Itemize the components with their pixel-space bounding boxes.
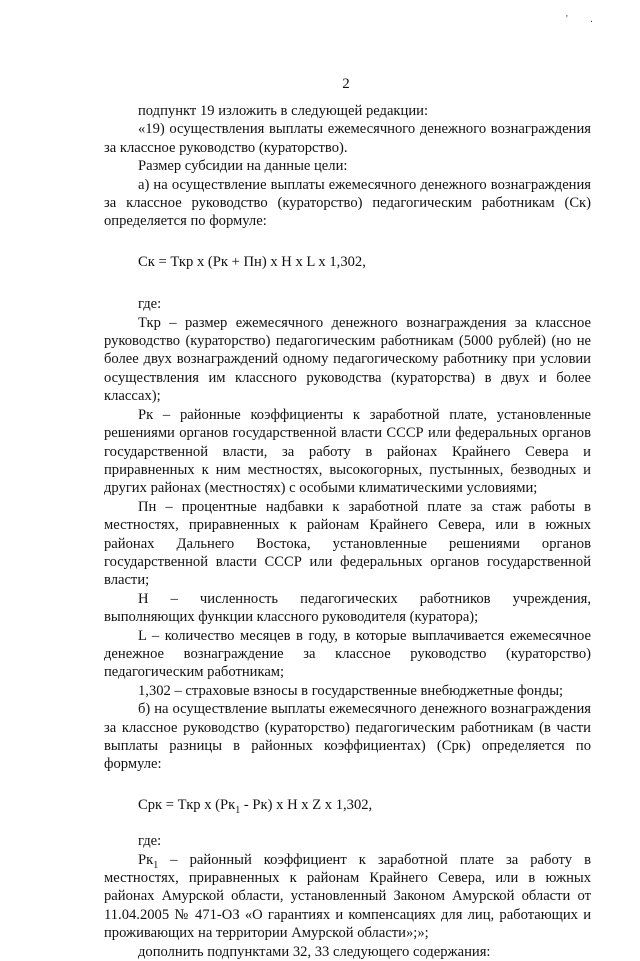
paragraph-intro: подпункт 19 изложить в следующей редакции:	[138, 103, 429, 119]
definition-pn: Пн – процентные надбавки к заработной плате за стаж работы в местностях, приравненных к районам Крайнего Севера, или в южных районах Дальнего Востока, установленные решениями органов государственной власти СССР или федеральных органов государственной власти;	[104, 498, 591, 589]
formula-srk	[138, 796, 591, 814]
definition-rk1	[104, 851, 591, 943]
definition-rk1-text: – районный коэффициент к заработной плате за работу в местностях, приравненных к районам Крайнего Севера, или в южных районах Амурской области, установленный Законом Амурской области от 11.04.2005 № 471-ОЗ «О гарантиях и компенсациях для лиц, работающих и проживающих на территории Амурской области»;»;	[104, 851, 591, 942]
formula-srk-subscript: 1	[235, 804, 241, 816]
paragraph-final: дополнить подпунктами 32, 33 следующего содержания:	[138, 943, 491, 960]
paragraph-a: а) на осуществление выплаты ежемесячного денежного вознаграждения за классное руководство (кураторство) педагогическим работникам (Ск) определяется по формуле:	[104, 176, 591, 230]
definition-tkr: Ткр – размер ежемесячного денежного вознаграждения за классное руководство (кураторство) педагогическим работникам (5000 рублей) (но не более двух вознаграждений одному педагогическому работнику при условии осуществления им классного руководства (кураторства) в двух и более классах);	[104, 314, 591, 405]
definition-l: L – количество месяцев в году, в которые выплачивается ежемесячное денежное вознаграждение за классное руководство (кураторство) педагогическим работникам;	[104, 627, 591, 681]
definition-rk1-term: Рк	[138, 851, 154, 868]
where-label-1: где:	[138, 296, 162, 313]
document-body	[104, 102, 591, 961]
page-number: 2	[342, 76, 350, 92]
paragraph-item-19: «19) осуществления выплаты ежемесячного денежного вознаграждения за классное руководство (кураторство).	[104, 121, 591, 156]
definition-n: Н – численность педагогических работников учреждения, выполняющих функции классного руководителя (куратора);	[104, 590, 591, 626]
paragraph-subsidy-size: Размер субсидии на данные цели:	[138, 158, 348, 175]
formula-sk: Ск = Ткр х (Рк + Пн) х Н х L х 1,302,	[138, 253, 366, 270]
where-label-2: где:	[138, 833, 162, 850]
definition-rk: Рк – районные коэффициенты к заработной плате, установленные решениями органов государственной власти СССР или федеральных органов государственной власти, за работу в районах Крайнего Севера и приравненных к ним местностях, высокогорных, пустынных, безводных и других районах (местностях) с особыми климатическими условиями;	[104, 406, 591, 497]
formula-srk-before: Срк = Ткр х (Рк	[138, 796, 236, 813]
definition-1302: 1,302 – страховые взносы в государственные внебюджетные фонды;	[138, 682, 564, 699]
formula-srk-after: - Рк) х Н х Z х 1,302,	[240, 796, 373, 813]
paragraph-b: б) на осуществление выплаты ежемесячного денежного вознаграждения за классное руководство (кураторство) педагогическим работникам (в части выплаты разницы в районных коэффициентах) (Срк) определяется по формуле:	[104, 701, 591, 773]
corner-marks: ' .	[566, 14, 603, 25]
definition-rk1-subscript: 1	[153, 859, 159, 871]
